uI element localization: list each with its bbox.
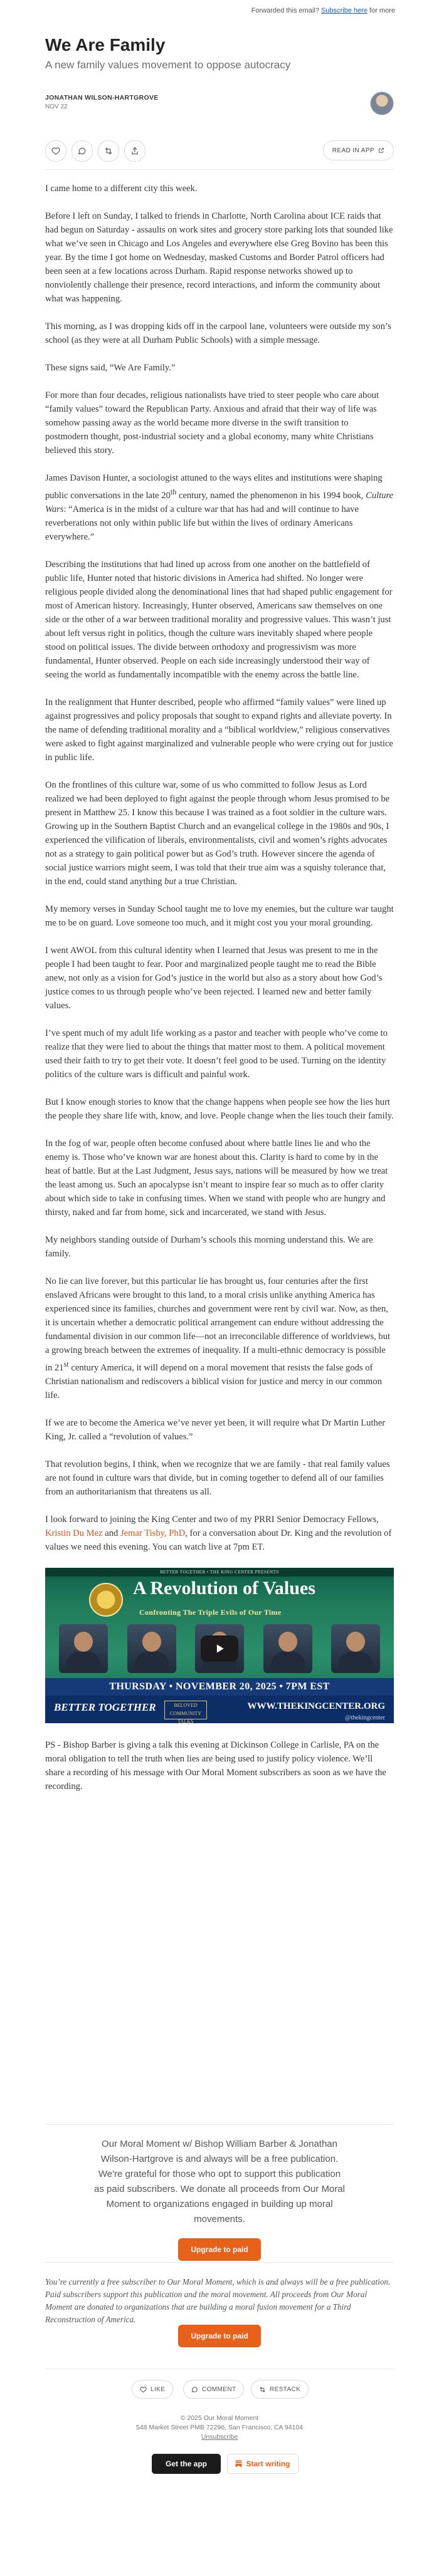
share-button[interactable]	[124, 140, 145, 162]
email-footer	[45, 2414, 394, 2442]
paragraph: That revolution begins, I think, when we recognize that we are family - that real family values are not found in culture wars that divide, but in coming together to defend all of our families from an authoritarianism that threatens us all.	[45, 1459, 390, 1497]
paragraph: I look forward to joining the King Center and two of my PRRI Senior Democracy Fellows, Kristin Du Mez and Jemar Tisby, PhD, for a conversation about Dr. King and the revolution of values we need this evening. You can watch live at 7pm ET.	[45, 1514, 392, 1552]
byline	[45, 94, 393, 110]
paragraph: But I know enough stories to know that the change happens when people see how the lies hurt the people they share life with, know, and love. People change when the lies touch their family.	[45, 1097, 394, 1121]
free-subscriber-note: You’re currently a free subscriber to Our Moral Moment, which is and always will be a free publication. Paid subscribers support this publication and the moral movement. All proceeds from Our Moral Moment are donated to organizations that are building a moral fusion movement for a Third Reconstruction of America.	[45, 2277, 391, 2324]
paragraph: My memory verses in Sunday School taught me to love my enemies, but the culture war taught me to be on guard. Love someone too much, and it might cost you your moral grounding.	[45, 904, 394, 928]
upgrade-button[interactable]: Upgrade to paid	[178, 2325, 260, 2347]
forward-notice	[251, 7, 395, 14]
banner-ribbon: BETTER TOGETHER • THE KING CENTER PRESENTS	[45, 1568, 394, 1577]
jemar-tisby-link[interactable]: Jemar Tisby, PhD	[120, 1528, 186, 1538]
copyright: © 2025 Our Moral Moment	[180, 2414, 259, 2422]
panelist-photo	[263, 1624, 312, 1673]
avatar[interactable]	[370, 91, 394, 115]
like-label: LIKE	[151, 2386, 166, 2393]
read-in-app-button[interactable]	[323, 140, 394, 160]
share-icon	[130, 147, 139, 155]
section-divider	[45, 2262, 394, 2263]
engagement-bar	[45, 2380, 394, 2399]
forward-bar	[0, 0, 439, 21]
upgrade-cta-2	[45, 2313, 394, 2347]
comment-label: COMMENT	[202, 2386, 236, 2393]
post-title: We Are Family	[45, 35, 166, 55]
restack-button[interactable]	[98, 140, 119, 162]
restack-pill[interactable]	[251, 2380, 309, 2399]
comment-icon	[78, 147, 87, 155]
post-subtitle: A new family values movement to oppose autocracy	[45, 59, 291, 71]
heart-icon	[140, 2386, 147, 2393]
banner-date: THURSDAY • NOVEMBER 20, 2025 • 7PM EST	[45, 1678, 394, 1696]
paragraph: For more than four decades, religious nationalists have tried to steer people who care about “family values” toward the Republican Party. Anxious and afraid that their way of life was somehow passing away as the world became more diverse in the swift transition to postmodern thought, post-industrial society and a global economy, many white Christians believed this story.	[45, 390, 379, 456]
heart-icon	[51, 147, 60, 155]
paragraph: My neighbors standing outside of Durham’s schools this morning understand this. We are family.	[45, 1234, 373, 1259]
banner-partner: BELOVED COMMUNITY TALKS	[164, 1701, 207, 1719]
substack-icon	[235, 2460, 242, 2468]
paragraph: On the frontlines of this culture war, some of us who committed to follow Jesus as Lord realized we had been deployed to fight against the people through whom Jesus promised to be present in Matthew 25. I know this because I was trained as a foot soldier in the culture wars. Growing up in the Southern Baptist Church and an evangelical college in the 1980s and 90s, I experienced the vilification of liberals, environmentalists, civil and women’s rights advocates not as a strategy to gain political power but as God’s truth. However sincere the agenda of social justice warriors might seem, I was told that their true aim was a squishy tolerance that, in the end, could stand anything but a true Christian.	[45, 780, 390, 887]
play-icon	[213, 1642, 226, 1655]
restack-label: RESTACK	[270, 2386, 301, 2393]
author-name[interactable]: JONATHAN WILSON-HARTGROVE	[45, 94, 159, 102]
paragraph: If we are to become the America we’ve never yet been, it will require what Dr Martin Luther King, Jr. called a “revolution of values.”	[45, 1417, 386, 1442]
paragraph: Describing the institutions that had lined up across from one another on the battlefield of public life, Hunter noted that historic divisions in America had shifted. No longer were religious people divided along the denominational lines that had shaped public engagement for most of American history. Increasingly, Hunter observed, Americans saw themselves on one side or the other of a war between traditional morality and progressive values. This wasn’t just about left versus right in politics, though the culture wars inevitably shaped where people stood on political issues. The divide between orthodoxy and progressivism was more fundamental, Hunter observed. People on each side increasingly understood their way of seeing the world as fundamentally incompatible with the enemy across the battle line.	[45, 559, 393, 680]
address: 548 Market Street PMB 72296, San Francisco, CA 94104	[135, 2424, 304, 2431]
get-app-button[interactable]: Get the app	[152, 2454, 221, 2474]
post-header	[45, 35, 393, 71]
start-writing-label: Start writing	[246, 2459, 290, 2468]
play-button[interactable]	[201, 1635, 238, 1662]
paragraph: This morning, as I was dropping kids off in the carpool lane, volunteers were outside my son’s school (as they were at all Durham Public Schools) with a simple message.	[45, 321, 391, 345]
panelist-photo	[59, 1624, 108, 1673]
post-date: NOV 22	[45, 103, 68, 110]
upgrade-button[interactable]: Upgrade to paid	[178, 2238, 260, 2261]
like-button[interactable]	[45, 140, 66, 162]
restack-icon	[104, 147, 113, 155]
unsubscribe-link[interactable]: Unsubscribe	[201, 2433, 238, 2441]
restack-icon	[259, 2386, 266, 2393]
paragraph: I went AWOL from this cultural identity when I learned that Jesus was present to me in the people I had been taught to fear. Poor and marginalized people taught me to read the Bible anew, not only as a vision for God’s justice in the world but also as a story about how God’s justice comes to us through people who’ve been rejected. I learned new and better family values.	[45, 945, 383, 1011]
paragraph: I’ve spent much of my adult life working as a pastor and teacher with people who’ve come to realize that they were lied to about the things that matter most to them. A political movement used their faith to try to get their vote. It doesn’t feel good to be used. Turning on the identity politics of the culture wars is difficult and painful work.	[45, 1028, 388, 1080]
banner-brand: BETTER TOGETHER	[54, 1701, 156, 1713]
forward-text: Forwarded this email?	[251, 7, 319, 14]
paragraph: PS - Bishop Barber is giving a talk this evening at Dickinson College in Carlisle, PA on the moral obligation to tell the truth when lies are being used to justify policy violence. We’ll share a recording of his message with Our Moral Moment subscribers as soon as we have the recording.	[45, 1739, 386, 1791]
subscribe-link[interactable]: Subscribe here	[320, 7, 368, 14]
article-body	[45, 182, 394, 1807]
action-bar	[45, 140, 394, 162]
paragraph: In the realignment that Hunter described, people who affirmed “family values” were lined up against progressives and policy proposals that sought to expand rights and alleviate poverty. In the name of defending traditional morality and a “biblical worldview,” religious conservatives were asked to fight against marginalized and vulnerable people who were crying out for justice in public life.	[45, 697, 393, 763]
paragraph: These signs said, “We Are Family.”	[45, 363, 176, 373]
subscribe-cta	[45, 2137, 394, 2261]
footer-buttons	[45, 2454, 394, 2475]
banner-handle: @thekingcenter	[345, 1714, 385, 1721]
section-divider	[45, 2124, 394, 2125]
panelist-photo	[127, 1624, 176, 1673]
panelist-photo	[331, 1624, 380, 1673]
banner-url: WWW.THEKINGCENTER.ORG	[247, 1701, 385, 1711]
comment-icon	[191, 2386, 198, 2393]
like-pill[interactable]	[132, 2380, 173, 2399]
paragraph: I came home to a different city this week.	[45, 184, 198, 194]
paragraph: In the fog of war, people often become confused about where battle lines lie and who the enemy is. Those who’ve known war are honest about this. Clarity is hard to come by in the heat of battle. But at the Last Judgment, Jesus says, nations will be measured by how we treat the least among us. Such an apocalypse isn’t meant to inspire fear so much as to offer clarity about which side to take in confusing times. When we stand with people who are hungry and thirsty, naked and far from home, sick and incarcerated, we stand with Jesus.	[45, 1138, 388, 1218]
comment-button[interactable]	[71, 140, 93, 162]
event-video-embed[interactable]	[45, 1568, 394, 1723]
forward-suffix: for more	[369, 7, 395, 14]
king-center-logo-icon	[89, 1583, 123, 1617]
banner-footer	[45, 1696, 394, 1723]
external-link-icon	[378, 147, 384, 154]
banner-headline: A Revolution of Values	[133, 1577, 315, 1598]
paragraph: No lie can live forever, but this particular lie has brought us, four centuries after the first enslaved Africans were brought to this land, to a moral crisis unlike anything America has experienced since its families, churches and government were rent by civil war. Now, as then, it is uncertain whether a democratic political arrangement can endure without addressing the fundamental division in our common life—not an irreconcilable difference of worldviews, but a growing breach between the extremes of inequality. If a multi-ethnic democracy is possible in 21st century America, it will depend on a moral movement that resists the false gods of Christian nationalism and rediscovers a biblical vision for justice and mercy in our common life.	[45, 1276, 391, 1400]
cta-text: Our Moral Moment w/ Bishop William Barber & Jonathan Wilson-Hartgrove is and always will be a free publication. We're grateful for those who opt to support this publication as paid subscribers. We donate all proceeds from Our Moral Moment to organizations engaged in building up moral movements.	[94, 2139, 345, 2224]
read-in-app-label: READ IN APP	[332, 147, 374, 154]
kristin-du-mez-link[interactable]: Kristin Du Mez	[45, 1528, 103, 1538]
header-divider	[45, 169, 394, 170]
comment-pill[interactable]	[183, 2380, 244, 2399]
banner-tagline: Confronting The Triple Evils of Our Time	[139, 1607, 282, 1617]
start-writing-button[interactable]	[227, 2454, 299, 2474]
paragraph: James Davison Hunter, a sociologist attuned to the ways elites and institutions were shaping public conversations in the late 20th century, named the phenomenon in his 1994 book, Culture Wars: “America is in the midst of a culture war that has had and will continue to have reverberations not only within public life but within the lives of ordinary Americans everywhere.”	[45, 473, 394, 542]
paragraph: Before I left on Sunday, I talked to friends in Charlotte, North Carolina about ICE raids that had begun on Saturday - assaults on work sites and grocery store parking lots that sounded like what we’ve seen in Chicago and Los Angeles and everywhere else Greg Bovino has been this year. By the time I got home on Wednesday, masked Customs and Border Patrol officers had been seen at a few locations across Durham. Rapid response networks showed up to nonviolently challenge their presence, record interactions, and inform the community about what was happening.	[45, 211, 393, 304]
